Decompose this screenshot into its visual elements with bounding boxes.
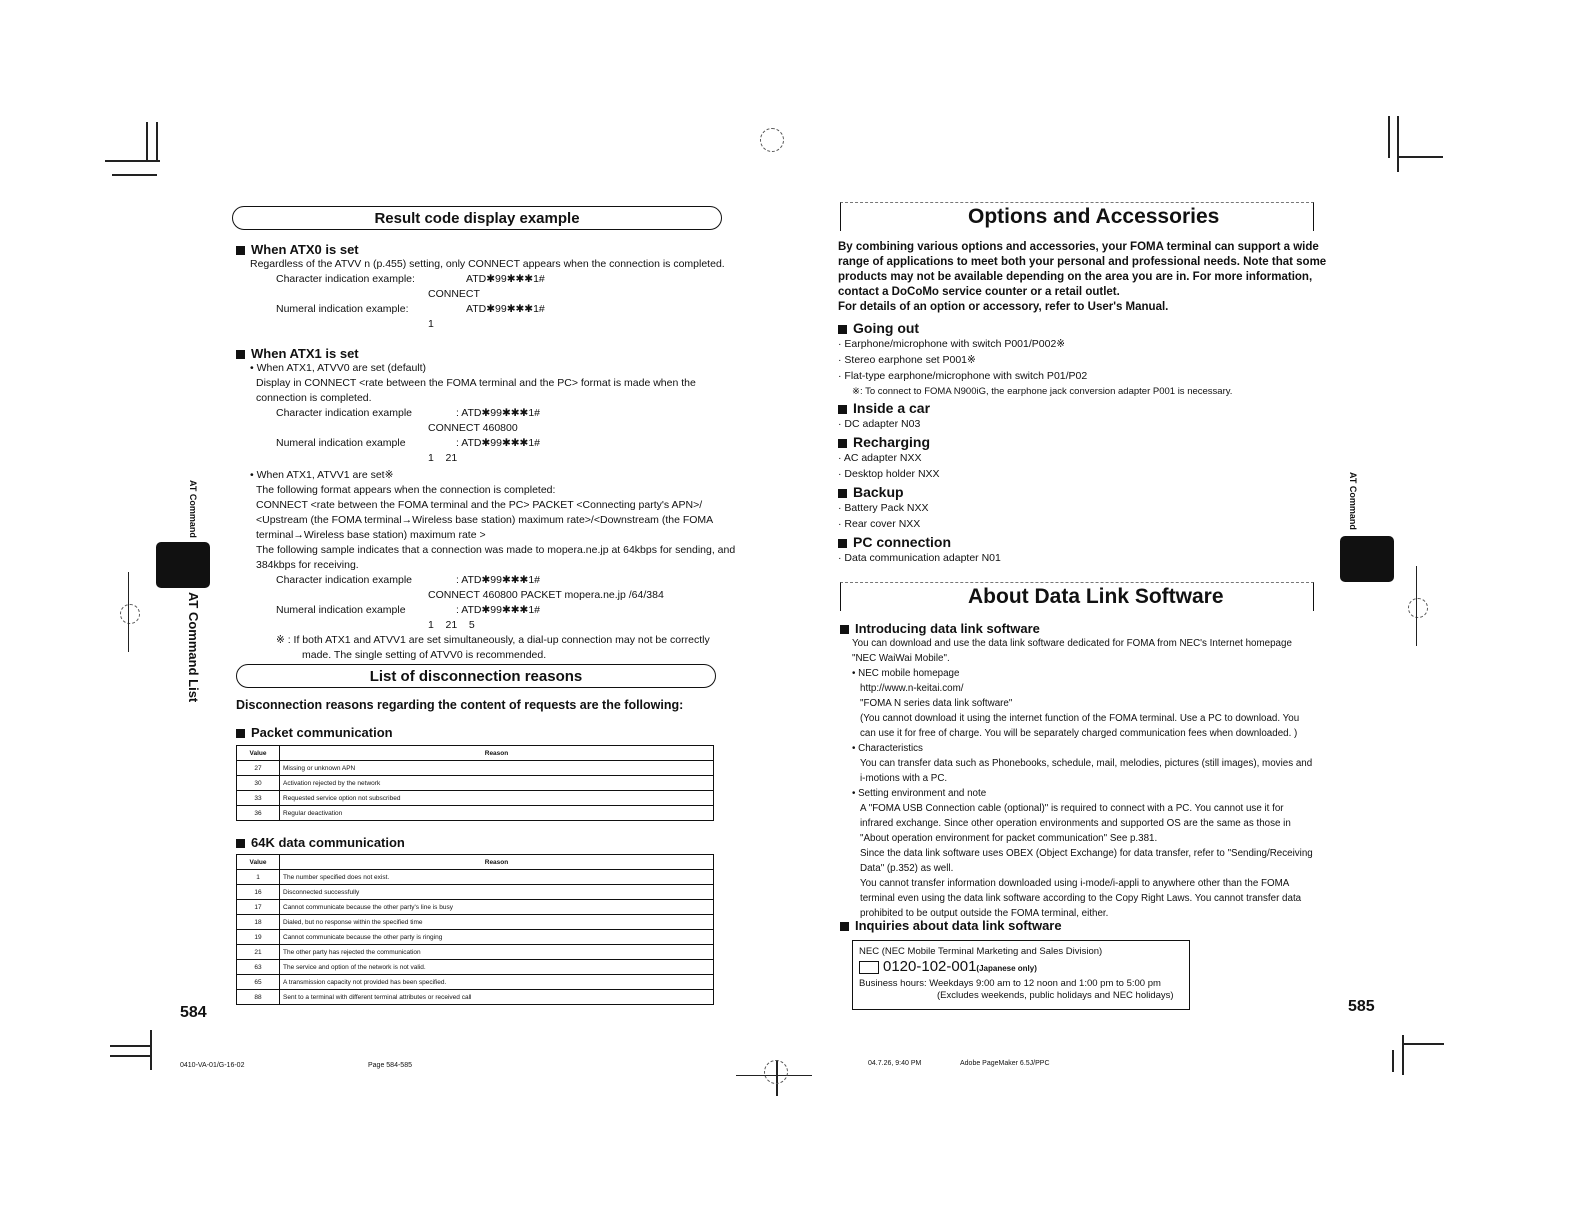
body-line: Data" (p.352) as well. [860,863,954,874]
square-bullet-icon [236,350,245,359]
table-row [237,915,714,930]
cell-reason: Requested service option not subscribed [280,791,714,806]
example-label: Numeral indication example: [276,303,409,315]
cell-reason: The service and option of the network is not valid. [280,960,714,975]
inside-car-heading: Inside a car [853,400,931,416]
list-item: Stereo earphone set P001※ [844,354,976,366]
crop-mark [1392,1050,1394,1072]
atx1-description: connection is completed. [256,392,372,404]
body-line: terminal even using the data link software according to the Copy Right Laws. You cannot transfer data [860,893,1302,904]
list-item: Rear cover NXX [844,518,921,530]
cell-value: 17 [237,900,280,915]
column-header-reason: Reason [280,855,714,870]
inquiry-org: NEC (NEC Mobile Terminal Marketing and Sales Division) [859,946,1103,957]
list-item: Battery Pack NXX [844,502,929,514]
intro-dl-section [840,621,1313,921]
cell-reason: Regular deactivation [280,806,714,821]
section-title-text: List of disconnection reasons [369,667,583,685]
table-row [237,900,714,915]
body-line: can use it for free of charge. You will be separately charged communication fees when downloaded. ) [860,728,1298,739]
crop-mark [1416,566,1417,646]
table-row [237,791,714,806]
square-bullet-icon [838,439,847,448]
cell-value: 1 [237,870,280,885]
crop-mark [1397,116,1399,172]
table-row [237,990,714,1005]
atx1-description: Display in CONNECT <rate between the FOMA terminal and the PC> format is made when the [256,377,696,389]
atx1-sub-heading: • When ATX1, ATVV0 are set (default) [250,362,427,374]
atx1-description: terminal→Wireless base station) maximum rate > [256,529,486,541]
atx1-description: 384kbps for receiving. [256,559,359,571]
square-bullet-icon [840,922,849,931]
square-bullet-icon [838,539,847,548]
body-line: "About operation environment for packet communication" See p.381. [860,833,1158,844]
example-label: Character indication example [276,407,412,419]
example-value: : ATD✱99✱✱✱1# [456,437,541,449]
atx0-section [236,242,725,332]
k64-reasons-table [236,854,714,1005]
inquiries-heading: Inquiries about data link software [855,918,1062,933]
square-bullet-icon [236,246,245,255]
section-title-result-code [232,206,722,230]
cell-value: 18 [237,915,280,930]
crop-mark [156,122,158,162]
body-line: "NEC WaiWai Mobile". [852,653,950,664]
inside-car-section: Inside a car · DC adapter N03 [838,400,931,430]
list-item: Desktop holder NXX [844,468,940,480]
cell-reason: The other party has rejected the communication [280,945,714,960]
atx1-heading: When ATX1 is set [251,346,359,361]
footer-time: 04.7.26, 9:40 PM [868,1060,922,1067]
cell-value: 30 [237,776,280,791]
table-row [237,945,714,960]
intro-dl-heading: Introducing data link software [855,621,1040,636]
table-row [237,870,714,885]
square-bullet-icon [840,625,849,634]
registration-mark [760,128,784,152]
crop-mark [1397,156,1443,158]
crop-mark [1402,1035,1404,1075]
crop-mark [112,174,157,176]
square-bullet-icon [838,325,847,334]
cell-reason: Sent to a terminal with different terminal attributes or received call [280,990,714,1005]
body-line: infrared exchange. Since other operation environments and supported OS are the same as those in [860,818,1291,829]
table-header-row [237,855,714,870]
list-item: DC adapter N03 [844,418,921,430]
atx0-heading: When ATX0 is set [251,242,359,257]
intro-line: By combining various options and accessories, your FOMA terminal can support a wide [838,241,1319,253]
table-row [237,885,714,900]
backup-section: Backup · Battery Pack NXX · Rear cover NXX [838,484,929,530]
crop-mark [150,1030,152,1070]
going-out-heading: Going out [853,320,920,336]
options-intro [838,240,1326,315]
cell-reason: Cannot communicate because the other party is ringing [280,930,714,945]
atx1-description: <Upstream (the FOMA terminal→Wireless base station) maximum rate>/<Downstream (the FOMA [256,514,714,526]
cell-value: 27 [237,761,280,776]
side-label-small: AT Command [188,480,198,538]
atx1-description: The following sample indicates that a connection was made to mopera.ne.jp at 64kbps for sending, and [256,544,736,556]
square-bullet-icon [236,839,245,848]
crop-mark [1388,116,1390,158]
crop-mark [110,1045,152,1047]
cell-value: 65 [237,975,280,990]
square-bullet-icon [838,489,847,498]
intro-line: products may not be available depending on the area you are in. For more information, [838,271,1313,283]
inquiry-phone: 0120-102-001 [883,958,977,975]
column-header-value: Value [237,855,280,870]
example-label: Character indication example [276,574,412,586]
example-label: Character indication example: [276,273,415,285]
pc-connection-section: PC connection · Data communication adapter N01 [838,534,1001,564]
chapter-tab [1340,536,1394,582]
column-header-reason: Reason [280,746,714,761]
cell-value: 19 [237,930,280,945]
crop-mark [1402,1043,1444,1045]
side-label-chapter: AT Command List [186,592,201,703]
chapter-tab [156,542,210,588]
table-row [237,960,714,975]
side-label-small: AT Command [1348,472,1358,530]
body-line: • Setting environment and note [852,788,987,799]
example-value: : ATD✱99✱✱✱1# [456,407,541,419]
body-line: i-motions with a PC. [860,773,948,784]
footer-app: Adobe PageMaker 6.5J/PPC [960,1060,1050,1067]
note-text: ※ : If both ATX1 and ATVV1 are set simultaneously, a dial-up connection may not be correctly [276,634,710,646]
cell-reason: Disconnected successfully [280,885,714,900]
list-item: Flat-type earphone/microphone with switch P01/P02 [844,370,1088,382]
packet-heading-row [236,725,393,740]
example-label: Numeral indication example [276,437,406,449]
k64-heading-row [236,835,405,850]
crop-mark [110,1055,152,1057]
registration-mark [120,604,140,624]
pc-connection-heading: PC connection [853,534,952,550]
body-line: You can transfer data such as Phonebooks, schedule, mail, melodies, pictures (still images), movies and [860,758,1313,769]
table-row [237,806,714,821]
datalink-title: About Data Link Software [968,585,1224,608]
example-label: Numeral indication example [276,604,406,616]
phone-note: (Japanese only) [976,964,1037,973]
k64-heading: 64K data communication [251,835,405,850]
table-header-row [237,746,714,761]
example-value: : ATD✱99✱✱✱1# [456,574,541,586]
table-row [237,776,714,791]
example-value: : ATD✱99✱✱✱1# [456,604,541,616]
note-text: ※: To connect to FOMA N900iG, the earphone jack conversion adapter P001 is necessary. [852,386,1233,397]
example-value: 1 [428,318,434,330]
free-dial-icon [859,961,879,974]
example-value: 1 21 [428,452,458,464]
cell-value: 16 [237,885,280,900]
list-item: AC adapter NXX [843,452,922,464]
recharging-section: Recharging · AC adapter NXX · Desktop holder NXX [838,434,940,480]
section-title-disconnection [236,664,716,688]
cell-reason: The number specified does not exist. [280,870,714,885]
body-line: You cannot transfer information downloaded using i-mode/i-appli to anywhere other than the FOMA [860,878,1290,889]
crop-mark [105,160,160,162]
packet-heading: Packet communication [251,725,393,740]
going-out-section: Going out · Earphone/microphone with switch P001/P002※ · Stereo earphone set P001※ · Flat-type earphone/microphone with switch P01/P02 ※: To connect to FOMA N900iG, the earphone jack conversion adapter P001 is necessary. [838,320,1232,400]
square-bullet-icon [838,405,847,414]
example-value: CONNECT 460800 PACKET mopera.ne.jp /64/384 [428,589,664,601]
body-line: • Characteristics [852,743,923,754]
cell-value: 88 [237,990,280,1005]
list-item: Earphone/microphone with switch P001/P002※ [844,338,1066,350]
example-value: CONNECT 460800 [428,422,518,434]
page-number: 584 [180,1004,207,1021]
registration-mark [1408,598,1428,618]
square-bullet-icon [236,729,245,738]
table-row [237,930,714,945]
note-text: made. The single setting of ATVV0 is recommended. [302,649,547,661]
crop-mark [146,122,148,162]
atx1-sub-heading: • When ATX1, ATVV1 are set※ [250,469,394,481]
cell-reason: Cannot communicate because the other party's line is busy [280,900,714,915]
intro-line: range of applications to meet both your personal and professional needs. Note that some [838,256,1327,268]
example-value: CONNECT [428,288,480,300]
registration-mark [764,1060,788,1084]
body-line: You can download and use the data link software dedicated for FOMA from NEC's Internet homepage [852,638,1292,649]
crop-mark [128,572,129,652]
body-line: http://www.n-keitai.com/ [860,683,964,694]
cell-value: 33 [237,791,280,806]
example-value: ATD✱99✱✱✱1# [466,303,545,315]
packet-reasons-table [236,745,714,821]
table-row [237,761,714,776]
atx1-description: The following format appears when the connection is completed: [256,484,556,496]
body-line: "FOMA N series data link software" [860,698,1013,709]
recharging-heading: Recharging [853,434,931,450]
atx1-section [236,346,735,663]
cell-value: 21 [237,945,280,960]
atx0-description: Regardless of the ATVV n (p.455) setting, only CONNECT appears when the connection is completed. [250,258,725,270]
body-line: • NEC mobile homepage [852,668,960,679]
list-item: Data communication adapter N01 [844,552,1001,564]
intro-line: For details of an option or accessory, refer to User's Manual. [838,301,1169,313]
body-line: A "FOMA USB Connection cable (optional)" is required to connect with a PC. You cannot use it for [860,803,1284,814]
intro-line: contact a DoCoMo service counter or a retail outlet. [838,286,1120,298]
disconnection-intro: Disconnection reasons regarding the content of requests are the following: [236,698,684,712]
cell-reason: Dialed, but no response within the specified time [280,915,714,930]
column-header-value: Value [237,746,280,761]
footer-code: 0410-VA-01/G-16-02 [180,1062,245,1069]
inquiries-heading-row [840,918,1062,933]
business-hours-note: (Excludes weekends, public holidays and NEC holidays) [937,990,1174,1001]
cell-reason: Activation rejected by the network [280,776,714,791]
body-line: prohibited to be output outside the FOMA terminal, either. [860,908,1109,919]
options-title: Options and Accessories [968,205,1220,228]
business-hours: Business hours: Weekdays 9:00 am to 12 noon and 1:00 pm to 5:00 pm [859,978,1161,989]
body-line: (You cannot download it using the internet function of the FOMA terminal. Use a PC to download. You [860,713,1300,724]
footer-page: Page 584-585 [368,1062,412,1069]
body-line: Since the data link software uses OBEX (Object Exchange) for data transfer, refer to "Sending/Receiving [860,848,1313,859]
page-number: 585 [1348,998,1375,1015]
atx1-description: CONNECT <rate between the FOMA terminal and the PC> PACKET <Connecting party's APN>/ [256,499,703,511]
table-row [237,975,714,990]
section-title-text: Result code display example [374,209,580,227]
example-value: ATD✱99✱✱✱1# [466,273,545,285]
example-value: 1 21 5 [428,619,475,631]
inquiries-box [852,940,1190,1010]
backup-heading: Backup [853,484,904,500]
cell-value: 36 [237,806,280,821]
cell-value: 63 [237,960,280,975]
cell-reason: Missing or unknown APN [280,761,714,776]
cell-reason: A transmission capacity not provided has been specified. [280,975,714,990]
